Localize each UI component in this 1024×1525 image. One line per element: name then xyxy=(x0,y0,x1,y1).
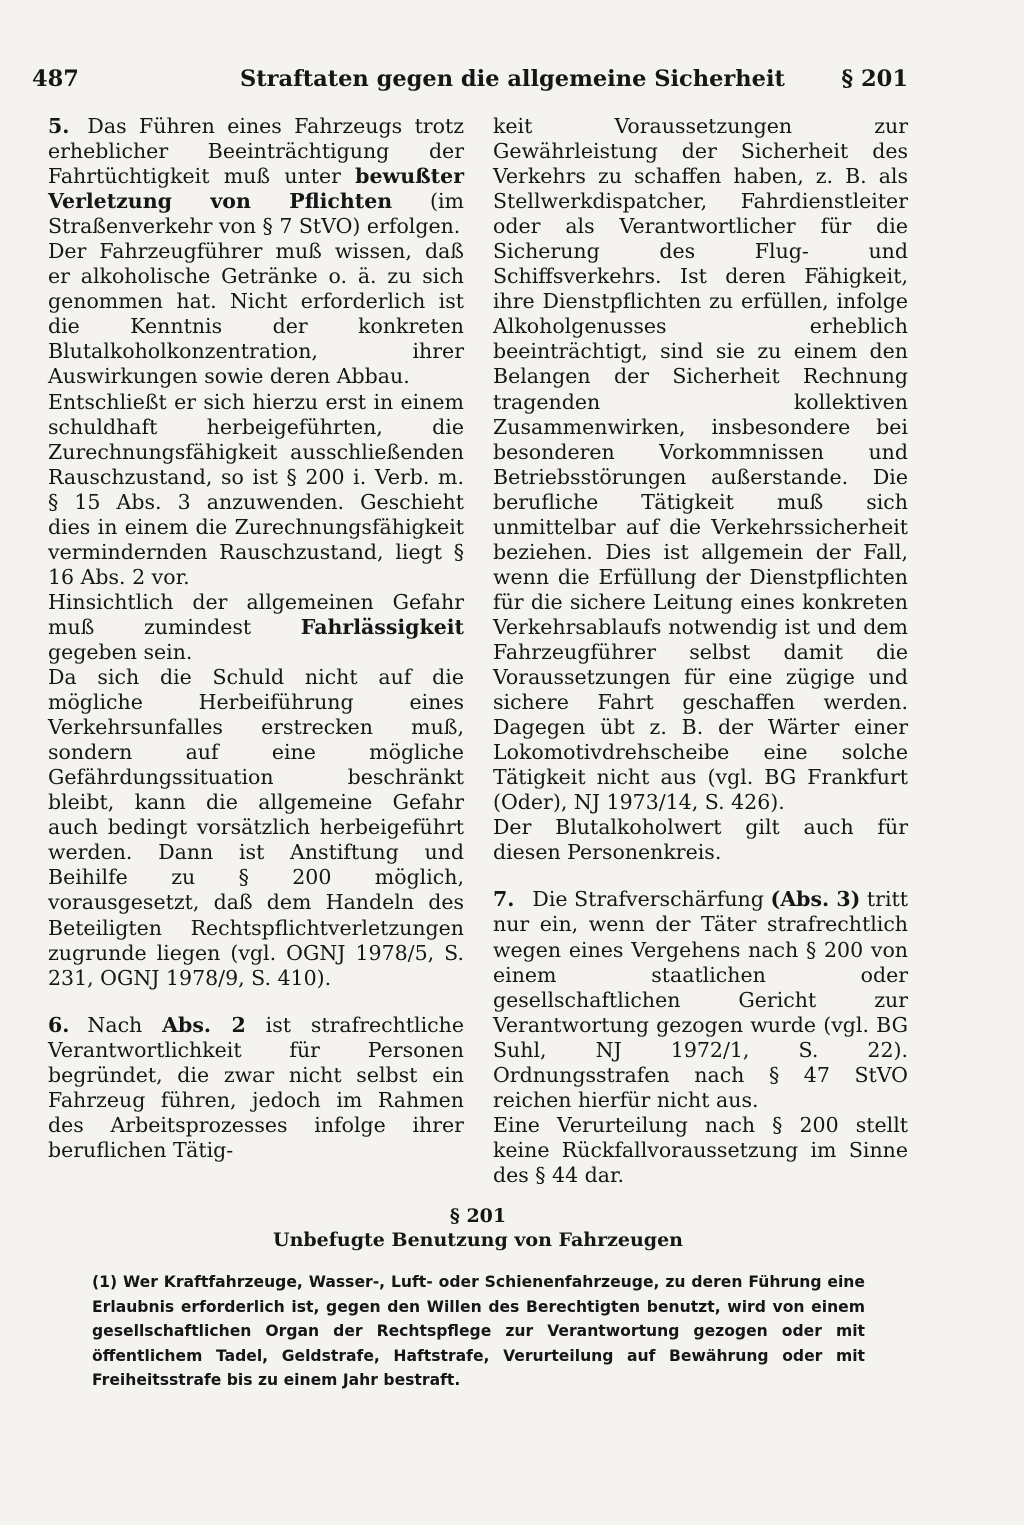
item-text: tritt nur ein, wenn der Täter strafrechtlich wegen eines Vergehens nach § 200 von einem staatlichen oder gesellschaftlichen Gericht zur Verantwortung gezogen wurde (vgl. BG Suhl, NJ 1972/1, S. 22). Ordnungsstrafen nach § 47 StVO reichen hierfür nicht aus. xyxy=(493,887,908,1112)
commentary-item-5 xyxy=(48,114,464,239)
section-201-heading xyxy=(0,1204,956,1252)
paragraph-emphasis: Fahrlässigkeit xyxy=(300,614,464,639)
section-number: § 201 xyxy=(449,1205,507,1227)
item-number: 6. xyxy=(48,1012,70,1037)
item-text: (im Straßenverkehr von § 7 StVO) erfolgen. xyxy=(48,189,464,239)
item-number: 7. xyxy=(493,887,515,912)
item-text: Das Führen eines Fahrzeugs trotz erheblicher Beeinträchtigung der Fahrtüchtigkeit muß unter xyxy=(48,114,464,189)
paragraph-recidivism: Eine Verurteilung nach § 200 stellt keine Rückfallvoraussetzung im Sinne des § 44 dar. xyxy=(493,1112,908,1187)
page-number: 487 xyxy=(32,66,79,92)
paragraph-driver-knowledge: Der Fahrzeugführer muß wissen, daß er alkoholische Getränke o. ä. zu sich genommen hat. Nicht erforderlich ist die Kenntnis der konkreten Blutalkoholkonzentration, ihrer Auswirkungen sowie deren Abbau. xyxy=(48,239,464,389)
paragraph-negligence xyxy=(48,590,464,665)
paragraph-blood-alcohol: Der Blutalkoholwert gilt auch für diesen Personenkreis. xyxy=(493,815,908,865)
commentary-item-6 xyxy=(48,1013,464,1163)
paragraph-text: Hinsichtlich der allgemeinen Gefahr muß zumindest xyxy=(48,589,464,639)
item-text: ist strafrechtliche Verantwortlichkeit für Personen begründet, die zwar nicht selbst ein Fahrzeug führen, jedoch im Rahmen des Arbeitsprozesses infolge ihrer beruflichen Tätig- xyxy=(48,1012,464,1162)
paragraph-item-6-continuation: keit Voraussetzungen zur Gewährleistung der Sicherheit des Verkehrs zu schaffen haben, z. B. als Stellwerkdispatcher, Fahrdienstleiter oder als Verantwortlicher für die Sicherung des Flug- und Schiffsverkehrs. Ist deren Fähigkeit, ihre Dienstpflichten zu erfüllen, infolge Alkoholgenusses erheblich beeinträchtigt, sind sie zu einem den Belangen der Sicherheit Rechnung tragenden kollektiven Zusammenwirken, insbesondere bei besonderen Vorkommnissen und Betriebsstörungen außerstande. Die berufliche Tätigkeit muß sich unmittelbar auf die Verkehrssicherheit beziehen. Dies ist allgemein der Fall, wenn die Erfüllung der Dienstpflichten für die sichere Leitung eines konkreten Verkehrsablaufs notwendig ist und dem Fahrzeugführer selbst damit die Voraussetzungen für eine zügige und sichere Fahrt geschaffen werden. Dagegen übt z. B. der Wärter einer Lokomotivdrehscheibe eine solche Tätigkeit nicht aus (vgl. BG Frankfurt (Oder), NJ 1973/14, S. 426). xyxy=(493,114,908,815)
header-section-ref: § 201 xyxy=(841,66,908,92)
paragraph-intoxication: Entschließt er sich hierzu erst in einem schuldhaft herbeigeführten, die Zurechnungsfähigkeit ausschließenden Rauschzustand, so ist § 200 i. Verb. m. § 15 Abs. 3 anzuwenden. Geschieht dies in einem die Zurechnungsfähigkeit vermindernden Rauschzustand, liegt § 16 Abs. 2 vor. xyxy=(48,389,464,589)
item-emphasis: (Abs. 3) xyxy=(770,887,861,912)
item-text: Nach xyxy=(87,1012,163,1037)
item-emphasis: bewußter Verletzung von Pflichten xyxy=(48,164,464,214)
left-column xyxy=(48,114,464,1163)
item-text: Die Strafverschärfung xyxy=(532,887,771,912)
running-title: Straftaten gegen die allgemeine Sicherheit xyxy=(240,66,785,92)
section-201-law-text xyxy=(92,1270,865,1393)
paragraph-text: gegeben sein. xyxy=(48,639,193,664)
commentary-item-7 xyxy=(493,887,908,1112)
section-title: Unbefugte Benutzung von Fahrzeugen xyxy=(273,1229,683,1251)
right-column xyxy=(493,114,908,1188)
paragraph-complicity: Da sich die Schuld nicht auf die mögliche Herbeiführung eines Verkehrsunfalles erstrecken muß, sondern auf eine mögliche Gefährdungssituation beschränkt bleibt, kann die allgemeine Gefahr auch bedingt vorsätzlich herbeigeführt werden. Dann ist Anstiftung und Beihilfe zu § 200 möglich, vorausgesetzt, daß dem Handeln des Beteiligten Rechtspflichtverletzungen zugrunde liegen (vgl. OGNJ 1978/5, S. 231, OGNJ 1978/9, S. 410). xyxy=(48,665,464,990)
law-paragraph-1: (1) Wer Kraftfahrzeuge, Wasser-, Luft- oder Schienenfahrzeuge, zu deren Führung eine Erlaubnis erforderlich ist, gegen den Willen des Berechtigten benutzt, wird von einem gesellschaftlichen Organ der Rechtspflege zur Verantwortung gezogen oder mit öffentlichem Tadel, Geldstrafe, Haftstrafe, Verurteilung auf Bewährung oder mit Freiheitsstrafe bis zu einem Jahr bestraft. xyxy=(92,1273,865,1389)
running-header xyxy=(32,66,908,102)
item-emphasis: Abs. 2 xyxy=(162,1012,246,1037)
item-number: 5. xyxy=(48,114,70,138)
